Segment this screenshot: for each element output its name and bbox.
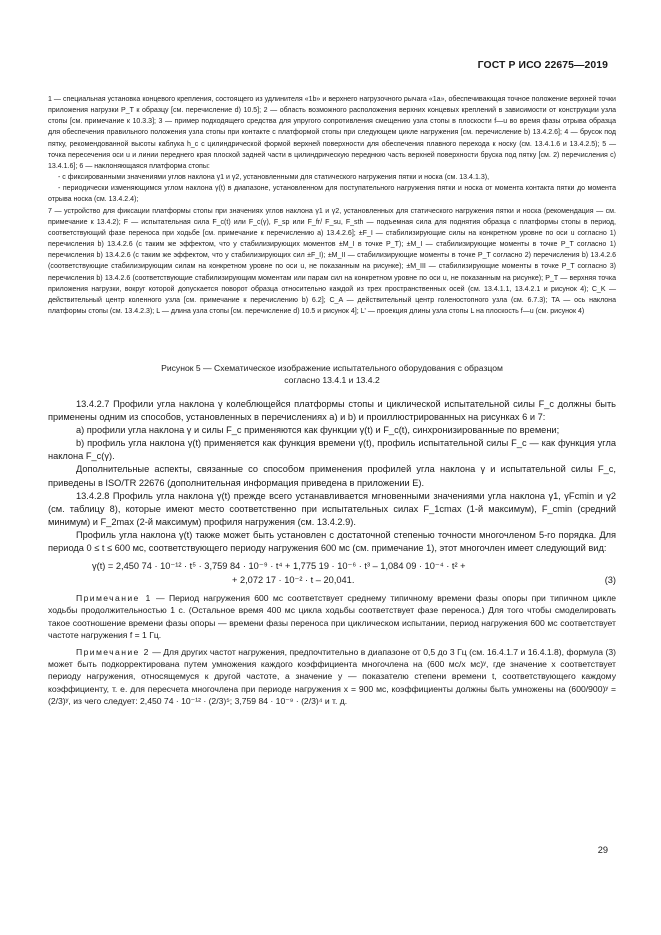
formula-number: (3) — [604, 575, 616, 586]
figure-legend — [48, 94, 616, 317]
legend-paragraph: 7 — устройство для фиксации платформы стопы при значениях углов наклона γ1 и γ2, установленных для статического нагружения пятки и носка (рекомендация — см. примечание к 13.4.2); F — испытательная сила F_c(t) или F_c(γ), F_sp или F_fr/ F_su, F_sth — подъемная сила для поднятия образца с платформы стопы в период, соответствующий фазе переноса при ходьбе [см. примечание к перечислению а) 13.4.2.6]; ±F_I — стабилизирующие силы на конкретном уровне по оси u согласно 1) перечисления b) 13.4.2.6 (с таким же эффектом, что у стабилизирующих моментов ±M_I в точке P_T); ±M_I — стабилизирующие моменты в точке P_T согласно 1) перечисления b) 13.4.2.6 (с таким же эффектом, что у стабилизирующих сил ±F_I); ±M_II — стабилизирующие моменты в точке P_T согласно 2) перечисления b) 13.4.2.6 (соответствующие стабилизирующим силам на конкретном уровне по оси u, не показанным на рисунке); ±M_III — стабилизирующие моменты в точке P_T согласно 3) перечисления b) 13.4.2.6 (соответствующие стабилизирующим моментам или парам сил на конкретном уровне по оси u, не показанным на рисунке); P_T — верхняя точка приложения нагрузки, вокруг которой допускается поворот образца относительно каждой из трех пространственных осей (см. 13.4.1.1, 13.4.2.1 и рисунок 4); C_K — действительный центр коленного узла [см. примечание к перечислению b) 6.2]; C_A — действительный центр голеностопного узла (см. 6.7.3); TA — ось наклона платформы стопы (см. 13.4.2.3); L — длина узла стопы [см. перечисление d) 10.5 и рисунок 4]; L' — проекция длины узла стопы L на плоскость f—u (см. рисунок 4) — [48, 207, 616, 315]
note-label: Примечание 1 — [76, 593, 152, 604]
note-2 — [48, 646, 616, 707]
formula-3 — [48, 560, 616, 587]
legend-paragraph: - периодически изменяющимся углом наклона γ(t) в диапазоне, установленном для поступательного нагружения пятки и носка от момента контакта пятки до момента отрыва носка (см. 13.4.2.4); — [48, 185, 616, 204]
note-text: — Для других частот нагружения, предпочтительно в диапазоне от 0,5 до 3 Гц (см. 16.4.1.7 и 16.4.1.8), формула (3) может быть подкорректирована путем умножения каждого коэффициента многочлена на (600 мс/x мс)ʸ, где значение x соответствует периоду нагружения, относящемуся к другой частоте, а значение y — показателю степени времени t, соответствующего каждому коэффициенту, т. е. для пересчета многочлена при периоде нагружения x = 900 мс, коэффициенты должны быть умножены на (600/900)ʸ = (2/3)ʸ, из чего следует: 2,450 74 · 10⁻¹² · (2/3)⁵; 3,759 84 · 10⁻⁹ · (2/3)⁴ и т. д. — [48, 646, 616, 706]
document-code: ГОСТ Р ИСО 22675—2019 — [477, 60, 608, 71]
caption-line: согласно 13.4.1 и 13.4.2 — [284, 375, 380, 386]
figure-caption — [48, 362, 616, 386]
body-paragraph: b) профиль угла наклона γ(t) применяется как функция времени γ(t), профиль испытательной силы F_c — как функция угла наклона F_c(γ). — [48, 438, 616, 462]
body-paragraph: а) профили угла наклона γ и силы F_c применяются как функции γ(t) и F_c(t), синхронизированные по времени; — [76, 425, 560, 436]
main-text — [48, 398, 616, 707]
body-paragraph: 13.4.2.8 Профиль угла наклона γ(t) прежде всего устанавливается мгновенными значениями угла наклона γ1, γFcmin и γ2 (см. таблицу 8), которые имеют место соответственно при испытательных силах F_1cmax (1-й максимум), F_cmin (средний минимум) и F_2max (2-й максимум) профиля нагружения (см. 13.4.2.9). — [48, 490, 616, 527]
note-label: Примечание 2 — [76, 646, 150, 657]
formula-line: γ(t) = 2,450 74 · 10⁻¹² · t⁵ · 3,759 84 · 10⁻⁹ · t⁴ + 1,775 19 · 10⁻⁶ · t³ – 1,084 09 · 10⁻⁴ · t² + — [92, 561, 466, 572]
legend-paragraph: - с фиксированными значениями углов наклона γ1 и γ2, установленными для статического нагружения пятки и носка (см. 13.4.1.3), — [58, 174, 490, 182]
legend-paragraph: 1 — специальная установка концевого крепления, состоящего из удлинителя «1b» и верхнего нагрузочного рычага «1a», обеспечивающая точное положение верхней точки приложения нагрузки P_T к образцу [см. перечисление d) 10.5]; 2 — область возможного расположения верхних концевых креплений в зависимости от конструкции узла стопы [см. примечание к 10.3.3]; 3 — пример подходящего средства для упругого сопротивления смещению узла стопы в плоскости f—u во время фазы отрыва образца для обеспечения правильного положения узла стопы при контакте с платформой стопы при следующем цикле нагружения [см. перечисление b) 13.4.2.6]; 4 — брусок под пятку, рекомендованной высоты каблука h_c с цилиндрической формой верхней поверхности для обеспечения плавного перехода к носку (см. 13.4.1.6 и 13.4.2.5); 5 — точка пересечения оси u и линии переднего края плоской задней части в цилиндрическую переднюю часть верхней поверхности бруска под пятку [см. 2) перечисления с) 13.4.1.6]; 6 — наклоняющаяся платформа стопы: — [48, 96, 616, 170]
note-text: — Период нагружения 600 мс соответствует среднему типичному времени фазы опоры при типичном цикле ходьбы продолжительностью 1 с. (Остальное время 400 мс цикла ходьбы соответствует фазе переноса.) Для того чтобы смоделировать такое соотношение времени фазы опоры — времени фазы переноса при циклическом испытании, период нагружения 600 мс соответствует частоте нагружения f = 1 Гц. — [48, 593, 616, 640]
body-paragraph: Профиль угла наклона γ(t) также может быть установлен с достаточной степенью точности многочленом 5-го порядка. Для периода 0 ≤ t ≤ 600 мс, соответствующего периоду нагружения 600 мс (см. примечание 1), этот многочлен имеет следующий вид: — [48, 529, 616, 554]
formula-line: + 2,072 17 · 10⁻² · t – 20,041. — [232, 575, 355, 586]
body-paragraph: 13.4.2.7 Профили угла наклона γ колеблющейся платформы стопы и циклической испытательной силы F_c должны быть применены одним из способов, установленных в перечислениях а) и b) и проиллюстрированных на рисунках 6 и 7: — [48, 399, 616, 423]
note-1 — [48, 592, 616, 641]
body-paragraph: Дополнительные аспекты, связанные со способом применения профилей угла наклона γ и испытательной силы F_c, приведены в ISO/TR 22676 (дополнительная информация приведена в приложении E). — [48, 464, 616, 488]
page-number: 29 — [597, 845, 608, 855]
caption-line: Рисунок 5 — Схематическое изображение испытательного оборудования с образцом — [161, 363, 503, 373]
